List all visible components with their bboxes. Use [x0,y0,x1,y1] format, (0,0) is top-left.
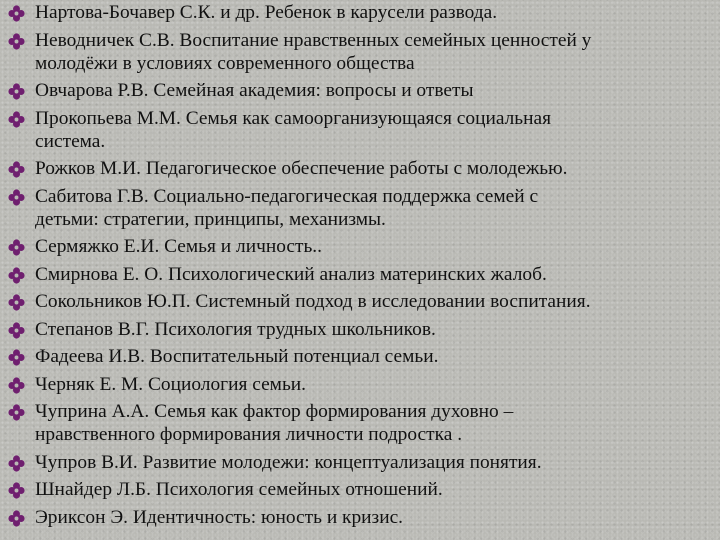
list-item [6,79,718,102]
reference-text-line: Сокольников Ю.П. Системный подход в исследовании воспитания. [35,291,591,312]
diamond-clover-bullet-icon [8,404,25,421]
reference-text [35,373,718,396]
list-item [6,451,718,474]
diamond-clover-bullet-icon [8,83,25,100]
reference-text [35,1,718,24]
list-item [6,107,718,153]
list-item [6,1,718,24]
diamond-clover-bullet-icon [8,161,25,178]
list-item [6,290,718,313]
reference-text [35,400,718,446]
list-item [6,157,718,180]
diamond-clover-bullet-icon [8,294,25,311]
reference-text-line: Сабитова Г.В. Социально-педагогическая поддержка семей с [35,185,539,207]
reference-text-line: Сермяжко Е.И. Семья и личность.. [35,236,322,257]
diamond-clover-bullet-icon [8,111,25,128]
reference-list [6,1,718,533]
diamond-clover-bullet-icon [8,239,25,256]
reference-text [35,478,718,501]
list-item [6,263,718,286]
list-item [6,400,718,446]
reference-text [35,290,718,313]
list-item [6,373,718,396]
reference-text [35,235,718,258]
reference-text [35,506,718,529]
reference-text [35,263,718,286]
diamond-clover-bullet-icon [8,267,25,284]
diamond-clover-bullet-icon [8,349,25,366]
list-item [6,506,718,529]
reference-text [35,79,718,102]
diamond-clover-bullet-icon [8,5,25,22]
reference-text-line: Черняк Е. М. Социология семьи. [35,373,307,395]
reference-text-line: Рожков М.И. Педагогическое обеспечение работы с молодежью. [35,158,568,179]
diamond-clover-bullet-icon [8,377,25,394]
reference-text-line: Смирнова Е. О. Психологический анализ материнских жалоб. [35,263,547,285]
reference-text [35,107,718,153]
reference-text [35,345,718,368]
reference-text-line: Фадеева И.В. Воспитательный потенциал семьи. [35,346,439,367]
list-item [6,29,718,75]
reference-text-line: Нартова-Бочавер С.К. и др. Ребенок в карусели развода. [35,2,498,23]
list-item [6,345,718,368]
reference-text-line: Неводничек С.В. Воспитание нравственных семейных ценностей у [35,29,592,51]
reference-text-line: нравственного формирования личности подростка . [35,424,463,445]
reference-text-line: молодёжи в условиях современного общества [35,52,415,74]
reference-text [35,29,718,75]
reference-text [35,185,718,231]
reference-text-line: Чуприна А.А. Семья как фактор формирования духовно – [35,401,514,422]
list-item [6,185,718,231]
reference-text [35,157,718,180]
diamond-clover-bullet-icon [8,455,25,472]
reference-text-line: Чупров В.И. Развитие молодежи: концептуализация понятия. [35,451,542,473]
diamond-clover-bullet-icon [8,33,25,50]
diamond-clover-bullet-icon [8,189,25,206]
reference-text-line: Овчарова Р.В. Семейная академия: вопросы и ответы [35,80,474,101]
reference-text-line: Шнайдер Л.Б. Психология семейных отношений. [35,479,443,500]
reference-text [35,318,718,341]
reference-text [35,451,718,474]
diamond-clover-bullet-icon [8,482,25,499]
reference-text-line: Прокопьева М.М. Семья как самоорганизующаяся социальная [35,107,552,129]
diamond-clover-bullet-icon [8,322,25,339]
reference-text-line: Эриксон Э. Идентичность: юность и кризис. [35,506,404,528]
list-item [6,478,718,501]
diamond-clover-bullet-icon [8,510,25,527]
list-item [6,318,718,341]
reference-text-line: детьми: стратегии, принципы, механизмы. [35,208,386,230]
list-item [6,235,718,258]
reference-text-line: Степанов В.Г. Психология трудных школьников. [35,318,436,340]
reference-text-line: система. [35,130,106,152]
